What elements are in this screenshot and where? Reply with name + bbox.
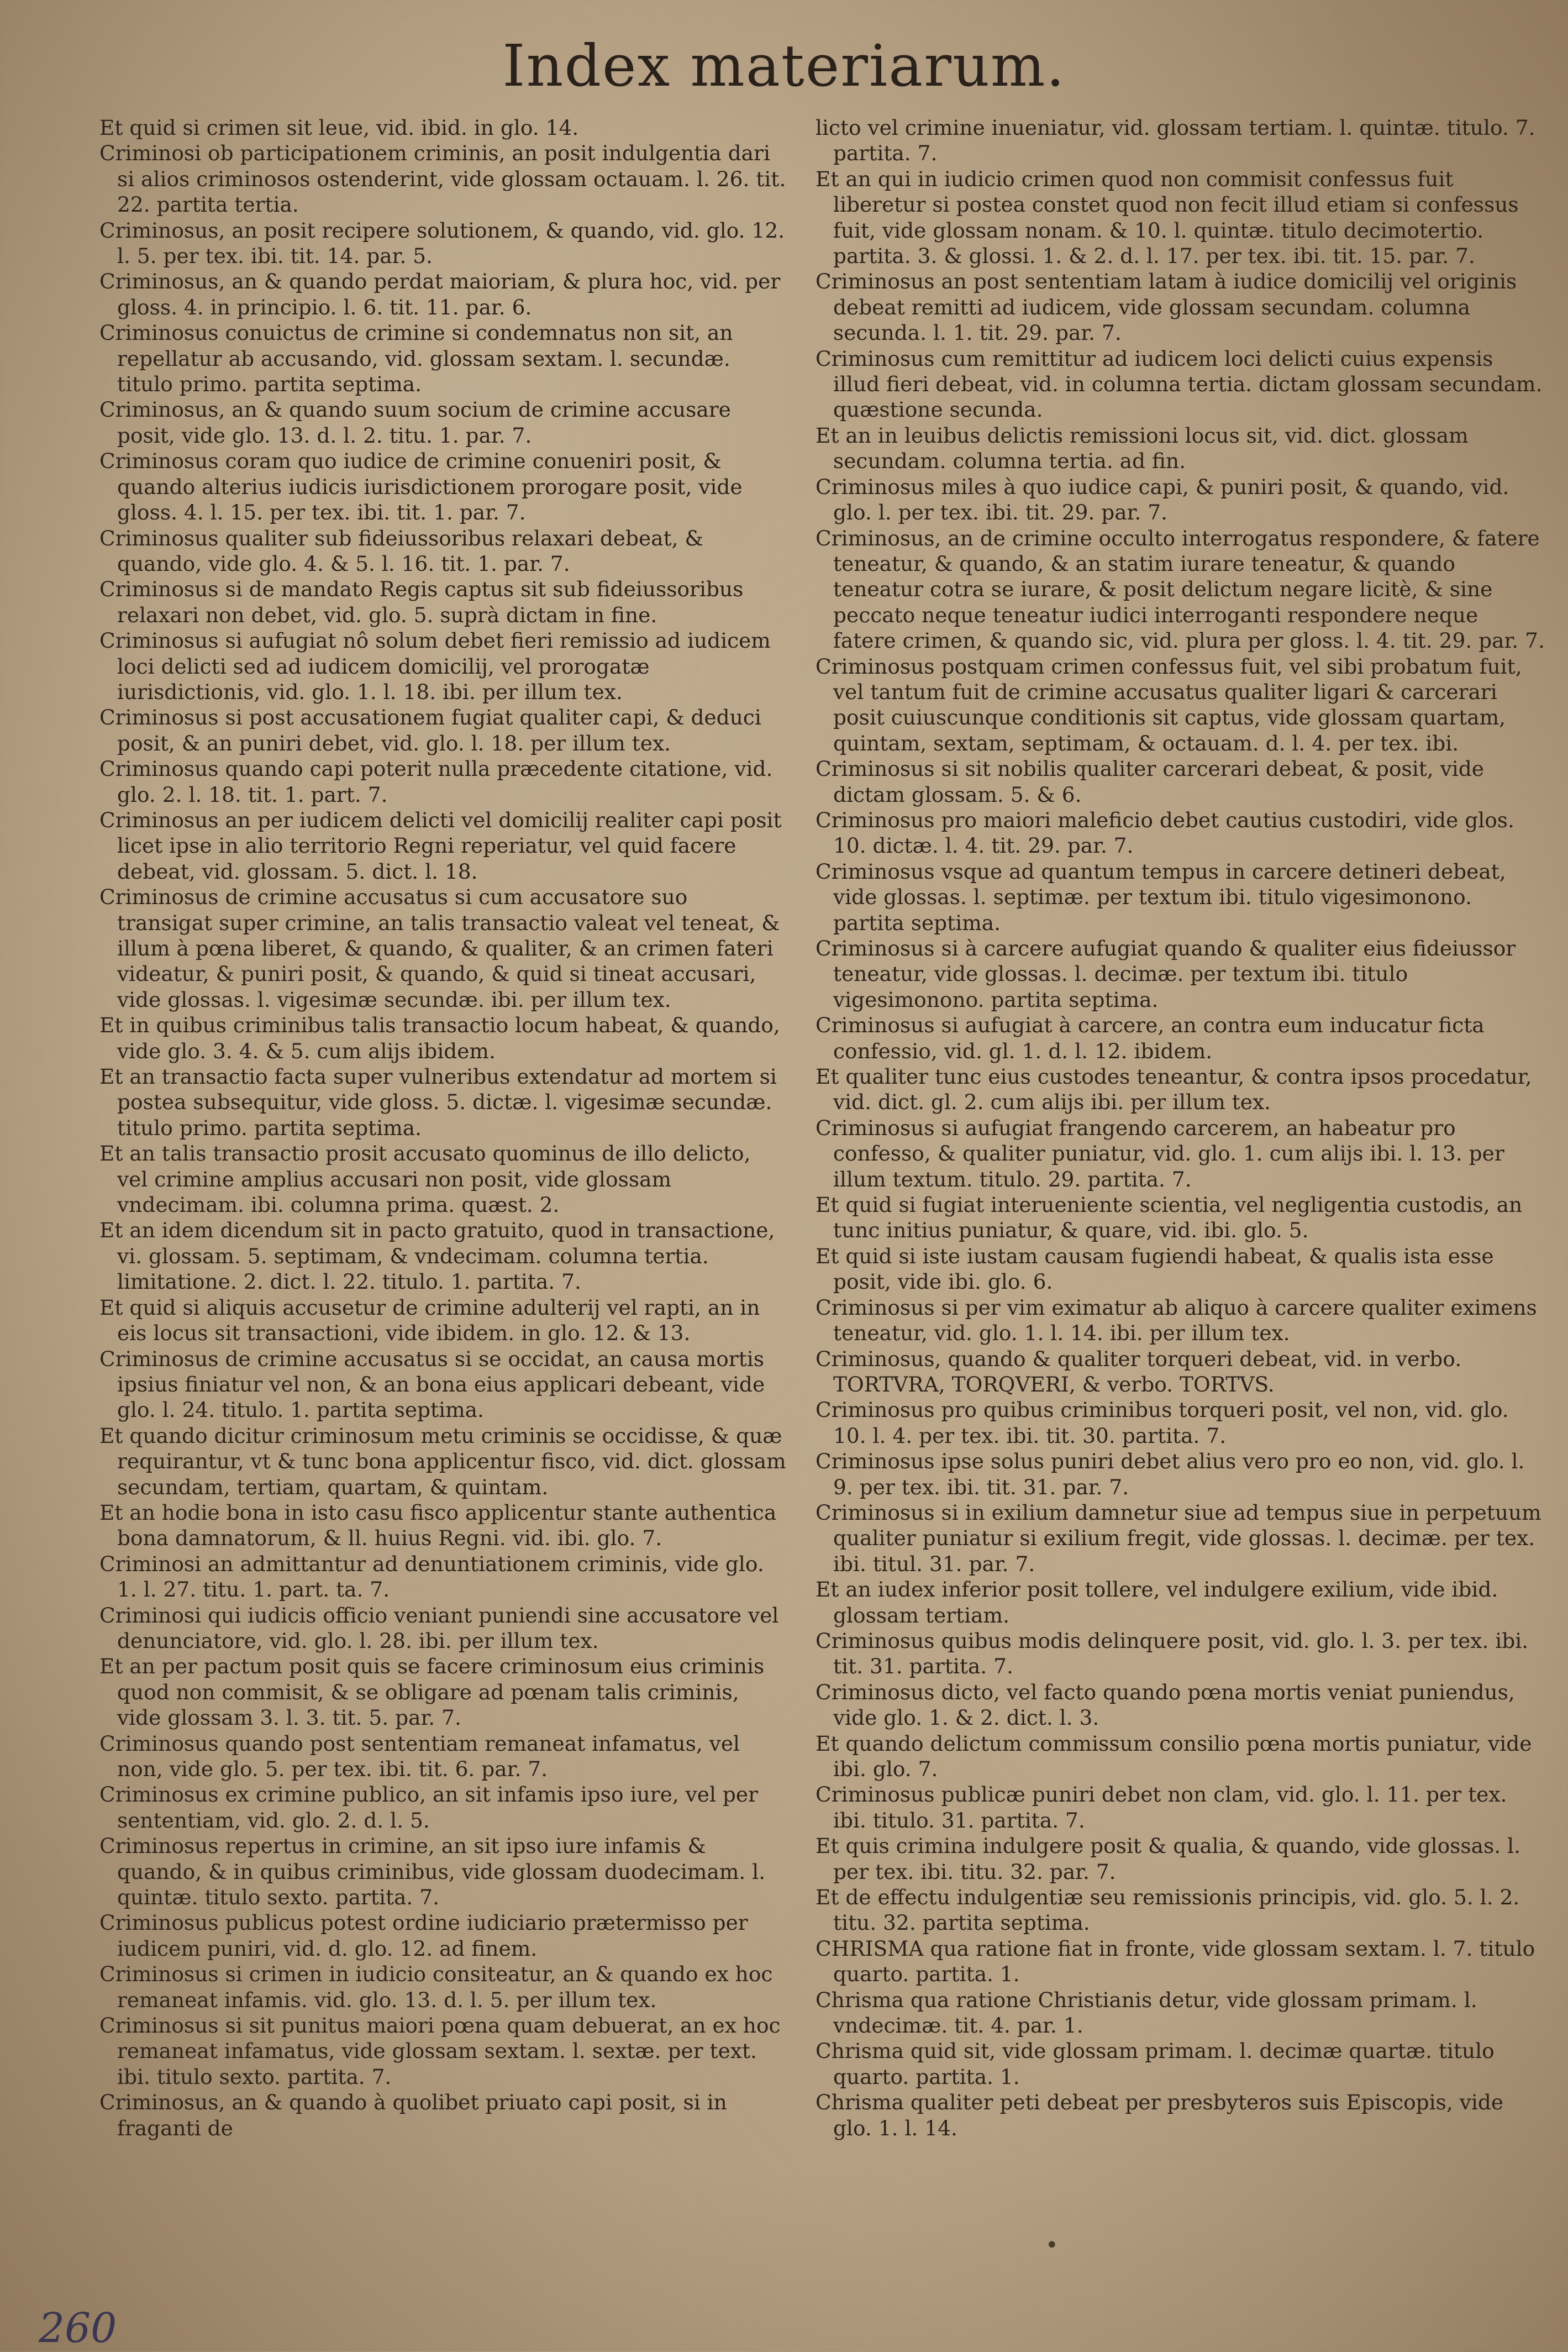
index-entry: Criminosi ob participationem criminis, an posit indulgentia dari si alios criminosos ostenderint, vide glossam octauam. l. 26. tit. 22. partita tertia. — [99, 141, 786, 217]
page-title: Index materiarum. — [502, 32, 1066, 99]
index-entry: Criminosus qualiter sub fideiussoribus relaxari debeat, & quando, vide glo. 4. & 5. l. 16. tit. 1. par. 7. — [99, 526, 703, 576]
index-entry: Et quando dicitur criminosum metu criminis se occidisse, & quæ requirantur, vt & tunc bona applicentur fisco, vid. dict. glossam secundam, tertiam, quartam, & quintam. — [99, 1423, 786, 1499]
index-entry: Criminosus cum remittitur ad iudicem loci delicti cuius expensis illud fieri debeat, vid. in columna tertia. dictam glossam secundam. quæstione secunda. — [815, 346, 1543, 422]
index-entry: Criminosus de crimine accusatus si cum accusatore suo transigat super crimine, an talis transactio valeat vel teneat, & illum à pœna liberet, & quando, & qualiter, & an crimen fateri videatur, & puniri posit, & quando, & quid si tineat accusari, vide glossas. l. vigesimæ secundæ. ibi. per illum tex. — [99, 885, 780, 1012]
index-entry: Criminosus miles à quo iudice capi, & puniri posit, & quando, vid. glo. l. per tex. ibi. tit. 29. par. 7. — [815, 474, 1509, 525]
index-entry: Criminosus ex crimine publico, an sit infamis ipso iure, vel per sententiam, vid. glo. 2. d. l. 5. — [99, 1782, 759, 1833]
index-entry: Criminosus si post accusationem fugiat qualiter capi, & deduci posit, & an puniri debet, vid. glo. l. 18. per illum tex. — [99, 705, 761, 755]
index-entry: Criminosus dicto, vel facto quando pœna mortis veniat puniendus, vide glo. 1. & 2. dict. l. 3. — [815, 1679, 1515, 1730]
signature-mark: • — [1045, 2233, 1059, 2258]
index-entry: Et qualiter tunc eius custodes teneantur, & contra ipsos procedatur, vid. dict. gl. 2. cum alijs ibi. per illum tex. — [815, 1064, 1532, 1115]
index-entry: Et in quibus criminibus talis transactio locum habeat, & quando, vide glo. 3. 4. & 5. cum alijs ibidem. — [99, 1013, 780, 1063]
index-entry: Et quis crimina indulgere posit & qualia, & quando, vide glossas. l. per tex. ibi. titu. 32. par. 7. — [815, 1834, 1521, 1884]
index-entry: Criminosus si aufugiat frangendo carcerem, an habeatur pro confesso, & qualiter puniatur, vid. glo. 1. cum alijs ibi. l. 13. per illum textum. titulo. 29. partita. 7. — [815, 1115, 1504, 1191]
index-entry: Et an talis transactio prosit accusato quominus de illo delicto, vel crimine amplius accusari non posit, vide glossam vndecimam. ibi. columna prima. quæst. 2. — [99, 1141, 751, 1217]
index-entry: Criminosus si de mandato Regis captus sit sub fideiussoribus relaxari non debet, vid. glo. 5. suprà dictam in fine. — [99, 577, 744, 627]
index-entry: Criminosi an admittantur ad denuntiationem criminis, vide glo. 1. l. 27. titu. 1. part. ta. 7. — [99, 1551, 764, 1602]
index-entry: Criminosus pro quibus criminibus torqueri posit, vel non, vid. glo. 10. l. 4. per tex. ibi. tit. 30. partita. 7. — [815, 1398, 1509, 1448]
index-entry: Et quid si iste iustam causam fugiendi habeat, & qualis ista esse posit, vide ibi. glo. 6. — [815, 1243, 1494, 1294]
index-entry: Et an qui in iudicio crimen quod non commisit confessus fuit liberetur si postea constet quod non fecit illud etiam si confessus fuit, vide glossam nonam. & 10. l. quintæ. titulo decimotertio. partita. 3. & glossi. 1. & 2. d. l. 17. per tex. ibi. tit. 15. par. 7. — [815, 166, 1519, 269]
index-entry: Et quid si crimen sit leue, vid. ibid. in glo. 14. — [99, 116, 579, 140]
index-entry: Et an hodie bona in isto casu fisco applicentur stante authentica bona damnatorum, & ll. huius Regni. vid. ibi. glo. 7. — [99, 1500, 777, 1551]
index-entry: Criminosus si sit punitus maiori pœna quam debuerat, an ex hoc remaneat infamatus, vide glossam sextam. l. sextæ. per text. ibi. titulo sexto. partita. 7. — [99, 2013, 781, 2089]
index-entry: Criminosus si à carcere aufugiat quando & qualiter eius fideiussor teneatur, vide glossas. l. decimæ. per textum ibi. titulo vigesimonono. partita septima. — [815, 936, 1516, 1012]
index-entry: Et an in leuibus delictis remissioni locus sit, vid. dict. glossam secundam. columna tertia. ad fin. — [815, 423, 1469, 474]
index-entry: Et quando delictum commissum consilio pœna mortis puniatur, vide ibi. glo. 7. — [815, 1731, 1532, 1781]
index-entry: licto vel crimine inueniatur, vid. glossam tertiam. l. quintæ. titulo. 7. partita. 7. — [815, 116, 1535, 166]
index-entry: Criminosus si in exilium damnetur siue ad tempus siue in perpetuum qualiter puniatur si exilium fregit, vide glossas. l. decimæ. per tex. ibi. titul. 31. par. 7. — [815, 1500, 1541, 1576]
index-entry: Criminosus postquam crimen confessus fuit, vel sibi probatum fuit, vel tantum fuit de crimine accusatus qualiter ligari & carcerari posit cuiuscunque conditionis sit captus, vide glossam quartam, quintam, sextam, septimam, & octauam. d. l. 4. per tex. ibi. — [815, 654, 1522, 755]
left-column — [99, 115, 787, 2204]
index-entry: Et quid si aliquis accusetur de crimine adulterij vel rapti, an in eis locus sit transactioni, vide ibidem. in glo. 12. & 13. — [99, 1295, 760, 1346]
index-entry: Chrisma quid sit, vide glossam primam. l. decimæ quartæ. titulo quarto. partita. 1. — [815, 2039, 1495, 2089]
index-entry: Criminosus, an de crimine occulto interrogatus respondere, & fatere teneatur, & quando, & an statim iurare teneatur, & quando teneatur cotra se iurare, & posit delictum negare licitè, & sine peccato neque teneatur iudici interroganti respondere neque fatere crimen, & quando sic, vid. plura per gloss. l. 4. tit. 29. par. 7. — [815, 526, 1545, 653]
index-entry: Criminosus, an & quando suum socium de crimine accusare posit, vide glo. 13. d. l. 2. titu. 1. par. 7. — [99, 397, 731, 448]
index-entry: Et de effectu indulgentiæ seu remissionis principis, vid. glo. 5. l. 2. titu. 32. partita septima. — [815, 1885, 1520, 1935]
index-entry: Criminosus si per vim eximatur ab aliquo à carcere qualiter eximens teneatur, vid. glo. 1. l. 14. ibi. per illum tex. — [815, 1295, 1537, 1346]
index-entry: Criminosus vsque ad quantum tempus in carcere detineri debeat, vide glossas. l. septimæ. per textum ibi. titulo vigesimonono. partita septima. — [815, 859, 1506, 935]
index-entry: Et quid si fugiat interueniente scientia, vel negligentia custodis, an tunc initius puniatur, & quare, vid. ibi. glo. 5. — [815, 1193, 1523, 1243]
index-entry: Criminosus, quando & qualiter torqueri debeat, vid. in verbo. TORTVRA, TORQVERI, & verbo. TORTVS. — [815, 1346, 1462, 1397]
index-entry: Criminosus quando post sententiam remaneat infamatus, vel non, vide glo. 5. per tex. ibi. tit. 6. par. 7. — [99, 1731, 740, 1781]
index-entry: CHRISMA qua ratione fiat in fronte, vide glossam sextam. l. 7. titulo quarto. partita. 1. — [815, 1936, 1535, 1987]
index-entry: Criminosus si sit nobilis qualiter carcerari debeat, & posit, vide dictam glossam. 5. & 6. — [815, 757, 1484, 807]
index-entry: Criminosus pro maiori maleficio debet cautius custodiri, vide glos. 10. dictæ. l. 4. tit. 29. par. 7. — [815, 807, 1514, 858]
index-entry: Criminosus de crimine accusatus si se occidat, an causa mortis ipsius finiatur vel non, & an bona eius applicari debeant, vide glo. l. 24. titulo. 1. partita septima. — [99, 1346, 765, 1422]
index-entry: Criminosus si aufugiat à carcere, an contra eum inducatur ficta confessio, vid. gl. 1. d. l. 12. ibidem. — [815, 1013, 1485, 1063]
index-entry: Criminosus quando capi poterit nulla præcedente citatione, vid. glo. 2. l. 18. tit. 1. part. 7. — [99, 757, 773, 807]
index-entry: Criminosus coram quo iudice de crimine conueniri posit, & quando alterius iudicis iurisdictionem prorogare posit, vide gloss. 4. l. 15. per tex. ibi. tit. 1. par. 7. — [99, 449, 743, 525]
index-entry: Criminosus conuictus de crimine si condemnatus non sit, an repellatur ab accusando, vid. glossam sextam. l. secundæ. titulo primo. partita septima. — [99, 321, 733, 397]
index-entry: Criminosus quibus modis delinquere posit, vid. glo. l. 3. per tex. ibi. tit. 31. partita. 7. — [815, 1628, 1529, 1679]
index-entry: Et an per pactum posit quis se facere criminosum eius criminis quod non commisit, & se obligare ad pœnam talis criminis, vide glossam 3. l. 3. tit. 5. par. 7. — [99, 1654, 765, 1730]
index-entry: Chrisma qualiter peti debeat per presbyteros suis Episcopis, vide glo. 1. l. 14. — [815, 2090, 1504, 2140]
index-entry: Et an iudex inferior posit tollere, vel indulgere exilium, vide ibid. glossam tertiam. — [815, 1577, 1498, 1628]
right-column — [815, 115, 1545, 2204]
index-entry: Chrisma qua ratione Christianis detur, vide glossam primam. l. vndecimæ. tit. 4. par. 1. — [815, 1987, 1477, 2038]
index-entry: Criminosus an post sententiam latam à iudice domicilij vel originis debeat remitti ad iudicem, vide glossam secundam. columna secunda. l. 1. tit. 29. par. 7. — [815, 269, 1517, 345]
page-number: 260 — [39, 2304, 117, 2352]
index-entry: Et an transactio facta super vulneribus extendatur ad mortem si postea subsequitur, vide gloss. 5. dictæ. l. vigesimæ secundæ. titulo primo. partita septima. — [99, 1064, 777, 1140]
index-entry: Criminosus, an & quando perdat maioriam, & plura hoc, vid. per gloss. 4. in principio. l. 6. tit. 11. par. 6. — [99, 269, 781, 319]
index-entry: Criminosi qui iudicis officio veniant puniendi sine accusatore vel denunciatore, vid. glo. l. 28. ibi. per illum tex. — [99, 1603, 779, 1653]
index-entry: Criminosus repertus in crimine, an sit ipso iure infamis & quando, & in quibus criminibus, vide glossam duodecimam. l. quintæ. titulo sexto. partita. 7. — [99, 1834, 766, 1910]
index-entry: Criminosus, an & quando à quolibet priuato capi posit, si in fraganti de — [99, 2090, 727, 2140]
index-entry: Criminosus, an posit recipere solutionem, & quando, vid. glo. 12. l. 5. per tex. ibi. tit. 14. par. 5. — [99, 218, 785, 269]
index-entry: Criminosus publicæ puniri debet non clam, vid. glo. l. 11. per tex. ibi. titulo. 31. partita. 7. — [815, 1782, 1507, 1833]
index-entry: Criminosus an per iudicem delicti vel domicilij realiter capi posit licet ipse in alio territorio Regni reperiatur, vel quid facere debeat, vid. glossam. 5. dict. l. 18. — [99, 807, 782, 884]
index-entry: Criminosus si aufugiat nô solum debet fieri remissio ad iudicem loci delicti sed ad iudicem domicilij, vel prorogatæ iurisdictionis, vid. glo. 1. l. 18. ibi. per illum tex. — [99, 628, 771, 704]
index-entry: Criminosus publicus potest ordine iudiciario prætermisso per iudicem puniri, vid. d. glo. 12. ad finem. — [99, 1910, 748, 1961]
index-entry: Et an idem dicendum sit in pacto gratuito, quod in transactione, vi. glossam. 5. septimam, & vndecimam. columna tertia. limitatione. 2. dict. l. 22. titulo. 1. partita. 7. — [99, 1218, 775, 1294]
index-entry: Criminosus ipse solus puniri debet alius vero pro eo non, vid. glo. l. 9. per tex. ibi. tit. 31. par. 7. — [815, 1449, 1525, 1499]
index-entry: Criminosus si crimen in iudicio consiteatur, an & quando ex hoc remaneat infamis. vid. glo. 13. d. l. 5. per illum tex. — [99, 1962, 773, 2012]
